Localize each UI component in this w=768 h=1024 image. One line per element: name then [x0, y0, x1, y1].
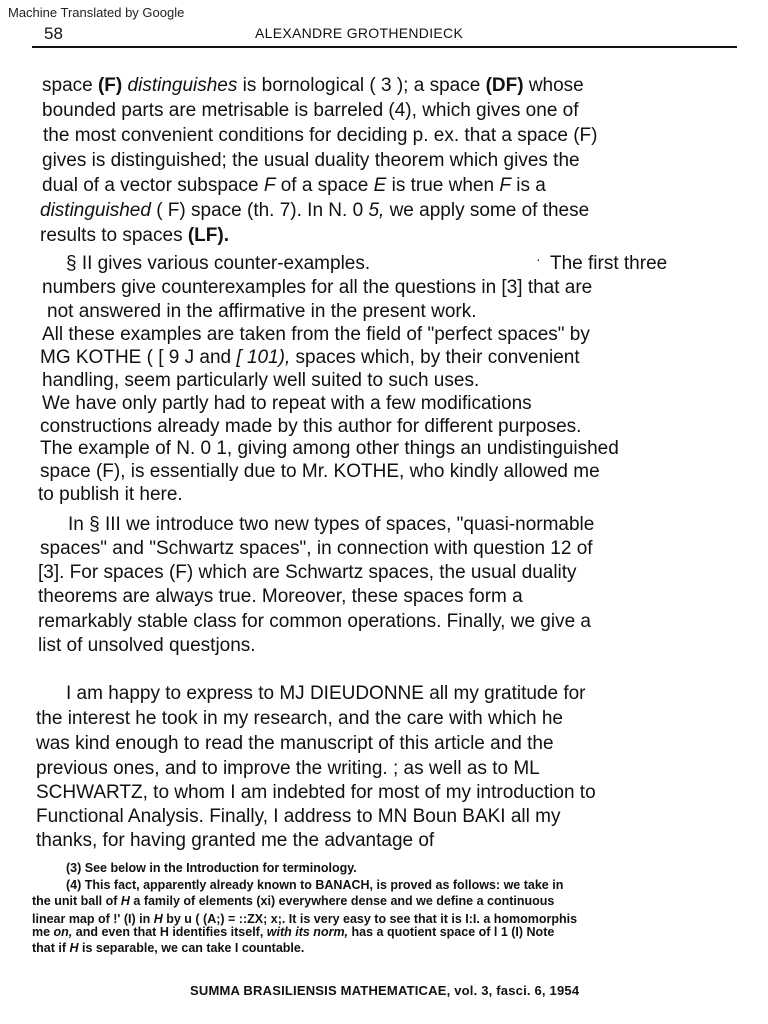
stray-mark: ·: [536, 251, 541, 267]
text-line: not answered in the affirmative in the present work.: [47, 301, 477, 322]
text-line: space (F) distinguishes is bornological ( 3 ); a space (DF) whose: [42, 75, 584, 96]
header-rule: [32, 46, 737, 48]
text-line: remarkably stable class for common operations. Finally, we give a: [38, 611, 591, 632]
footnote-3: (3) See below in the Introduction for terminology.: [66, 861, 357, 875]
text-line: dual of a vector subspace F of a space E is true when F is a: [42, 175, 546, 196]
text-line: In § III we introduce two new types of spaces, "quasi-normable: [68, 514, 595, 535]
text-line: thanks, for having granted me the advantage of: [36, 830, 435, 851]
text-line: The first three: [550, 253, 668, 274]
text-line: previous ones, and to improve the writing. ; as well as to ML: [36, 758, 540, 779]
text-line: gives is distinguished; the usual duality theorem which gives the: [42, 150, 580, 171]
text-line: space (F), is essentially due to Mr. KOTHE, who kindly allowed me: [40, 461, 600, 482]
journal-citation: SUMMA BRASILIENSIS MATHEMATICAE, vol. 3, fasci. 6, 1954: [190, 983, 580, 998]
text-line: to publish it here.: [38, 484, 183, 505]
text-line: results to spaces (LF).: [40, 225, 229, 246]
footnote-line: linear map of !' (I) in H by u ( (A;) = ::ZX; x;. It is very easy to see that it is I:I. a homomorphis: [32, 912, 578, 926]
text-line: theorems are always true. Moreover, these spaces form a: [38, 586, 523, 607]
text-line: numbers give counterexamples for all the questions in [3] that are: [42, 277, 593, 298]
text-line: distinguished ( F) space (th. 7). In N. 0 5, we apply some of these: [40, 200, 590, 221]
text-line: the most convenient conditions for deciding p. ex. that a space (F): [43, 125, 598, 146]
text-line: The example of N. 0 1, giving among other things an undistinguished: [40, 438, 619, 459]
text-line: Functional Analysis. Finally, I address to MN Boun BAKI all my: [36, 806, 561, 827]
page-number: 58: [44, 24, 63, 43]
text-line: handling, seem particularly well suited to such uses.: [42, 370, 480, 391]
running-head: ALEXANDRE GROTHENDIECK: [255, 25, 464, 41]
footnote-line: me on, and even that H identifies itself, with its norm, has a quotient space of l 1 (I) Note: [32, 925, 555, 939]
footnote-line: the unit ball of H a family of elements (xi) everywhere dense and we define a continuous: [32, 894, 555, 908]
text-line: list of unsolved questjons.: [38, 635, 256, 656]
text-line: MG KOTHE ( [ 9 J and [ 101), spaces which, by their convenient: [40, 347, 580, 368]
text-line: [3]. For spaces (F) which are Schwartz spaces, the usual duality: [38, 562, 577, 583]
text-line: § II gives various counter-examples.: [66, 253, 371, 274]
text-line: bounded parts are metrisable is barreled (4), which gives one of: [42, 100, 579, 121]
text-line: All these examples are taken from the field of "perfect spaces" by: [42, 324, 590, 345]
text-line: spaces" and "Schwartz spaces", in connection with question 12 of: [40, 538, 593, 559]
text-line: I am happy to express to MJ DIEUDONNE all my gratitude for: [66, 683, 586, 704]
text-line: was kind enough to read the manuscript of this article and the: [36, 733, 554, 754]
footnote-4: (4) This fact, apparently already known to BANACH, is proved as follows: we take in: [66, 878, 564, 892]
footnote-line: that if H is separable, we can take I countable.: [32, 941, 305, 955]
text-line: SCHWARTZ, to whom I am indebted for most of my introduction to: [36, 782, 596, 803]
text-line: the interest he took in my research, and the care with which he: [36, 708, 563, 729]
text-line: We have only partly had to repeat with a few modifications: [42, 393, 532, 414]
machine-translation-note: Machine Translated by Google: [8, 5, 185, 20]
text-line: constructions already made by this author for different purposes.: [40, 416, 582, 437]
